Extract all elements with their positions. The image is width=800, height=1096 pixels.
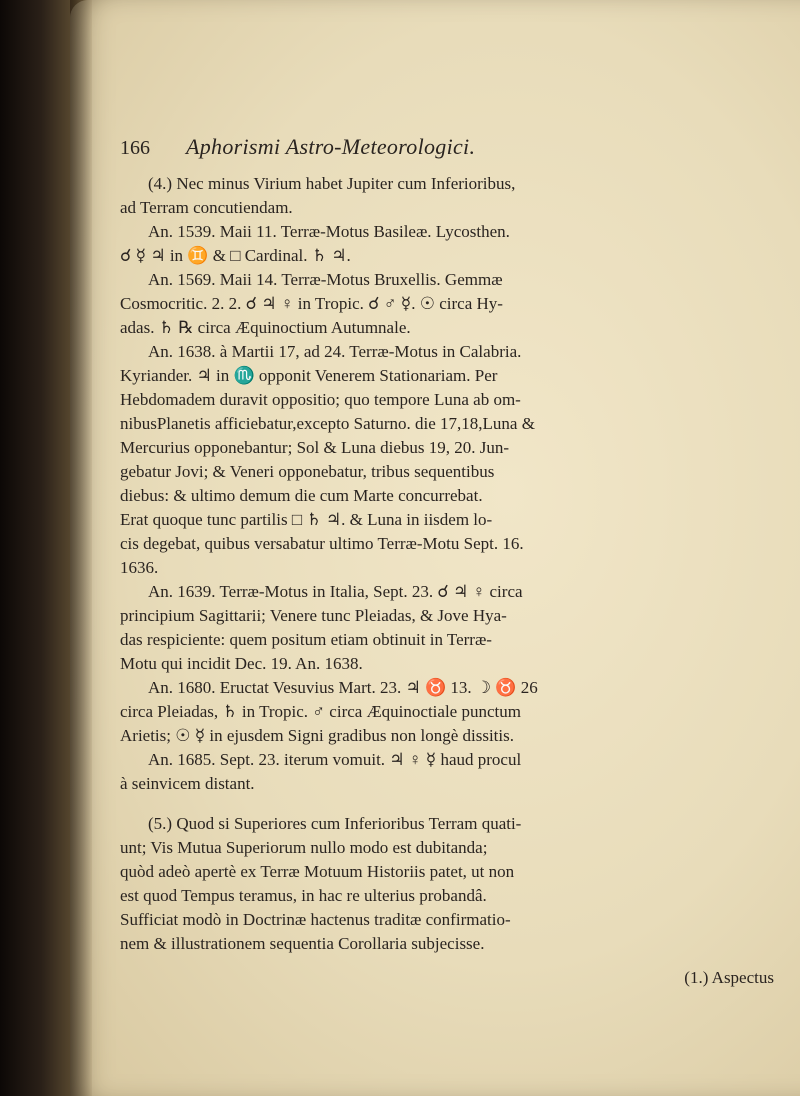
text-line: principium Sagittarii; Venere tunc Pleiadas, & Jove Hya- [120,606,507,625]
page-gutter-shadow [70,0,92,1096]
text-line: gebatur Jovi; & Veneri opponebatur, tribus sequentibus [120,462,495,481]
text-line: Cosmocritic. 2. 2. ☌ ♃ ♀ in Tropic. ☌ ♂ ☿. ☉ circa Hy- [120,294,503,313]
text-line: nem & illustrationem sequentia Corollaria subjecisse. [120,934,485,953]
text-line: unt; Vis Mutua Superiorum nullo modo est dubitanda; [120,838,488,857]
text-line: An. 1638. à Martii 17, ad 24. Terræ-Motus in Calabria. [148,342,522,361]
catchword: (1.) Aspectus [684,968,774,987]
text-line: (4.) Nec minus Virium habet Jupiter cum Inferioribus, [148,174,516,193]
text-line: ad Terram concutiendam. [120,198,293,217]
text-line: ☌ ☿ ♃ in ♊ & □ Cardinal. ♄ ♃. [120,246,351,265]
text-line: est quod Tempus teramus, in hac re ulterius probandâ. [120,886,487,905]
text-line: Motu qui incidit Dec. 19. An. 1638. [120,654,363,673]
text-line: Arietis; ☉ ☿ in ejusdem Signi gradibus non longè dissitis. [120,726,514,745]
text-line: adas. ♄ ℞ circa Æquinoctium Autumnale. [120,318,411,337]
page-number: 166 [120,137,150,159]
text-line: quòd adeò apertè ex Terræ Motuum Historiis patet, ut non [120,862,515,881]
text-line: Kyriander. ♃ in ♏ opponit Venerem Stationariam. Per [120,366,498,385]
text-line: Hebdomadem duravit oppositio; quo tempore Luna ab om- [120,390,521,409]
text-line: An. 1569. Maii 14. Terræ-Motus Bruxellis. Gemmæ [148,270,503,289]
text-line: nibusPlanetis afficiebatur,excepto Saturno. die 17,18,Luna & [120,414,535,433]
text-line: An. 1639. Terræ-Motus in Italia, Sept. 23. ☌ ♃ ♀ circa [148,582,523,601]
text-line: An. 1539. Maii 11. Terræ-Motus Basileæ. Lycosthen. [148,222,510,241]
text-line: Sufficiat modò in Doctrinæ hactenus traditæ confirmatio- [120,910,511,929]
page-text [120,135,780,990]
text-line: An. 1685. Sept. 23. iterum vomuit. ♃ ♀ ☿ haud procul [148,750,522,769]
text-line: à seinvicem distant. [120,774,255,793]
text-line: circa Pleiadas, ♄ in Tropic. ♂ circa Æquinoctiale punctum [120,702,521,721]
text-line: 1636. [120,558,159,577]
text-line: diebus: & ultimo demum die cum Marte concurrebat. [120,486,483,505]
text-line: Erat quoque tunc partilis □ ♄ ♃. & Luna in iisdem lo- [120,510,493,529]
text-line: Mercurius opponebantur; Sol & Luna diebus 19, 20. Jun- [120,438,510,457]
running-title: Aphorismi Astro-Meteorologici. [186,134,476,159]
text-line: (5.) Quod si Superiores cum Inferioribus Terram quati- [148,814,522,833]
text-line: das respiciente: quem positum etiam obtinuit in Terræ- [120,630,492,649]
text-line: An. 1680. Eructat Vesuvius Mart. 23. ♃ ♉ 13. ☽ ♉ 26 [148,678,538,697]
page-header [120,135,780,160]
text-line: cis degebat, quibus versabatur ultimo Terræ-Motu Sept. 16. [120,534,524,553]
